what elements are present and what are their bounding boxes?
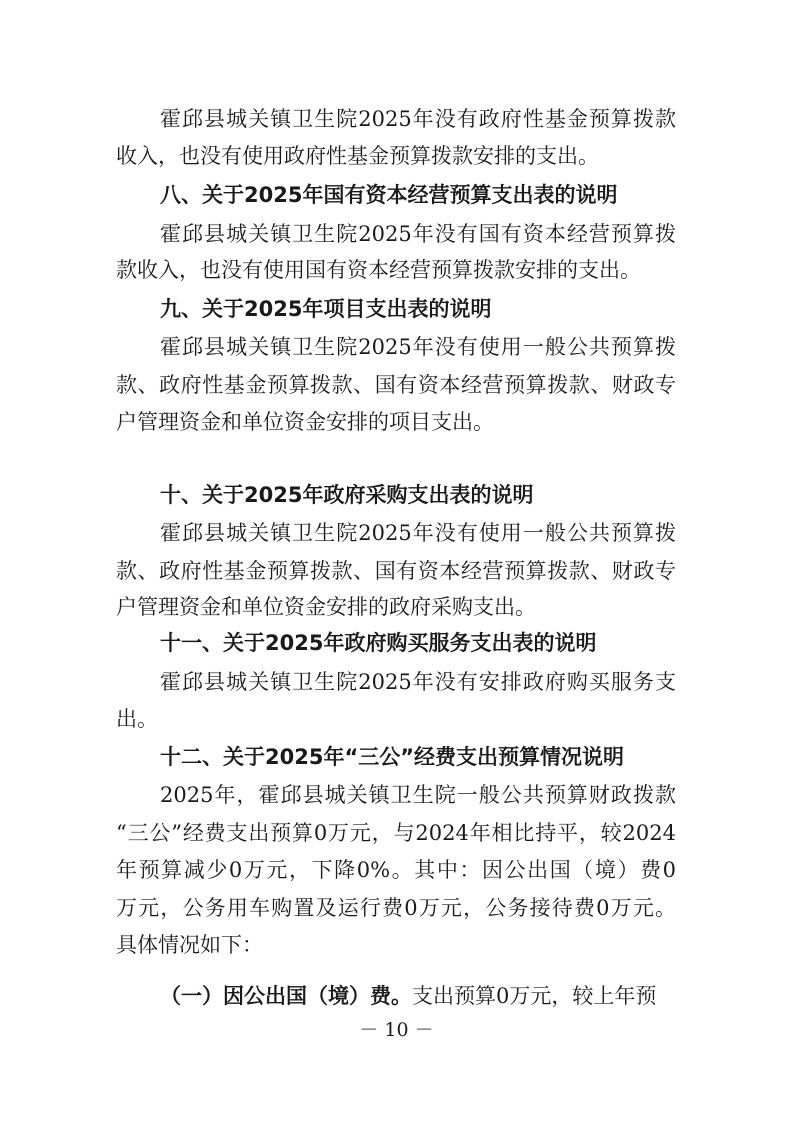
paragraph-line: 收入，也没有使用政府性基金预算拨款安排的支出。 <box>116 144 599 168</box>
subsection-line <box>160 981 676 1011</box>
paragraph-line: 年预算减少0万元，下降0%。其中：因公出国（境）费0 <box>116 858 676 882</box>
section-heading-9: 九、关于2025年项目支出表的说明 <box>160 297 492 321</box>
paragraph-line: 户管理资金和单位资金安排的政府采购支出。 <box>116 595 536 619</box>
section-heading-10: 十、关于2025年政府采购支出表的说明 <box>160 483 534 507</box>
paragraph-line: 款收入，也没有使用国有资本经营预算拨款安排的支出。 <box>116 258 641 282</box>
section-heading-11: 十一、关于2025年政府购买服务支出表的说明 <box>160 631 597 655</box>
paragraph-line: 款、政府性基金预算拨款、国有资本经营预算拨款、财政专 <box>116 373 676 397</box>
page-number: － 10 － <box>359 1019 434 1041</box>
paragraph-line: 出。 <box>116 707 158 731</box>
paragraph-line: 霍邱县城关镇卫生院2025年没有国有资本经营预算拨 <box>160 222 676 246</box>
paragraph-line: 户管理资金和单位资金安排的项目支出。 <box>116 410 494 434</box>
paragraph-line: 2025年，霍邱县城关镇卫生院一般公共预算财政拨款 <box>160 783 676 807</box>
paragraph-line: 霍邱县城关镇卫生院2025年没有使用一般公共预算拨 <box>160 335 676 359</box>
paragraph-line: 霍邱县城关镇卫生院2025年没有政府性基金预算拨款 <box>160 107 676 131</box>
paragraph-line: 具体情况如下： <box>116 933 263 957</box>
section-heading-12: 十二、关于2025年“三公”经费支出预算情况说明 <box>160 745 625 769</box>
paragraph-line: “三公”经费支出预算0万元，与2024年相比持平，较2024 <box>116 821 676 845</box>
section-heading-8: 八、关于2025年国有资本经营预算支出表的说明 <box>160 183 618 207</box>
paragraph-line: 霍邱县城关镇卫生院2025年没有安排政府购买服务支 <box>160 670 676 694</box>
paragraph-line: 万元，公务用车购置及运行费0万元，公务接待费0万元。 <box>116 896 676 920</box>
paragraph-line: 款、政府性基金预算拨款、国有资本经营预算拨款、财政专 <box>116 559 676 583</box>
subsection-text: 支出预算0万元，较上年预 <box>412 984 657 1008</box>
paragraph-line: 霍邱县城关镇卫生院2025年没有使用一般公共预算拨 <box>160 521 676 545</box>
subsection-heading: （一）因公出国（境）费。 <box>160 984 412 1008</box>
